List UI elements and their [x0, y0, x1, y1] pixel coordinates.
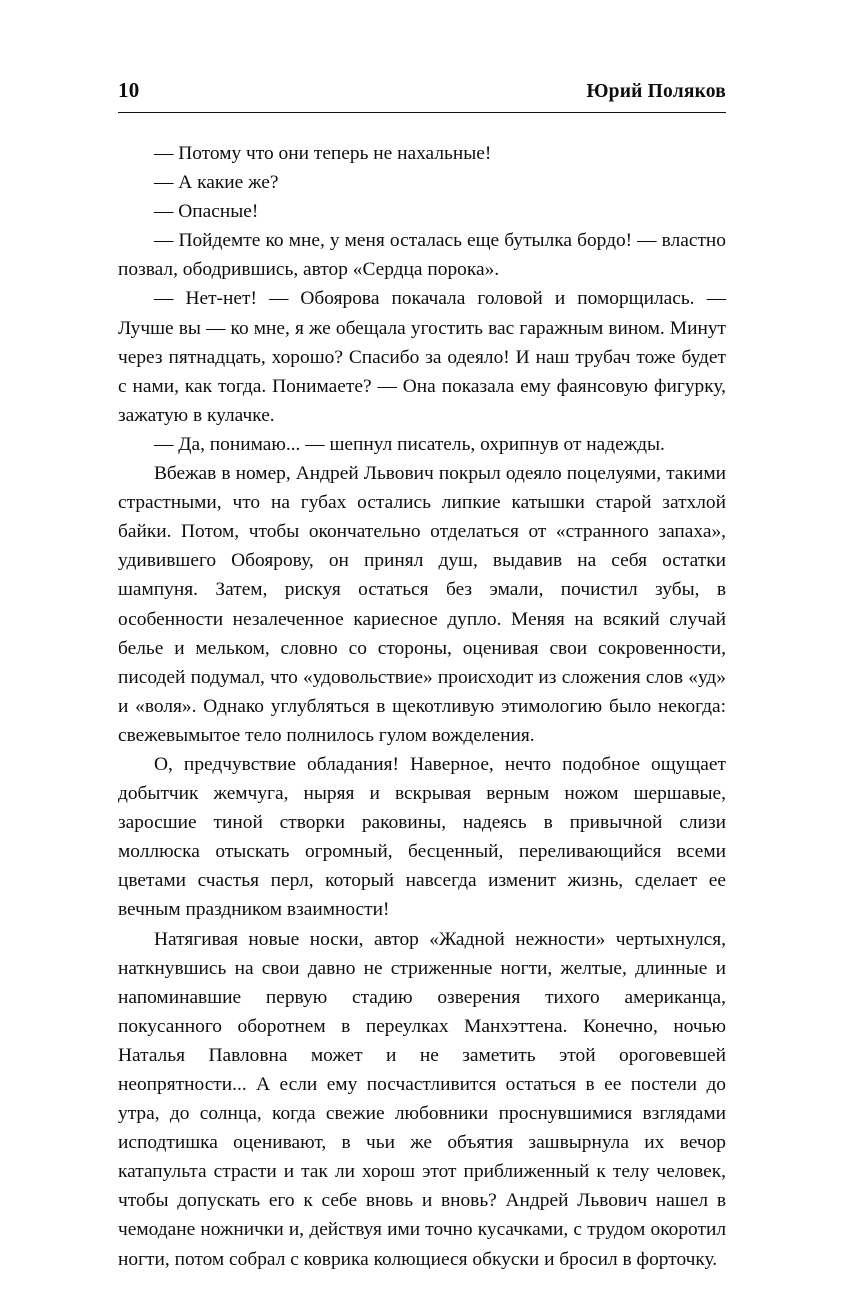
page-body: [118, 139, 726, 1274]
dialogue-paragraph: — Да, понимаю... — шепнул писатель, охрипнув от надежды.: [154, 433, 665, 455]
dialogue-paragraph: — А какие же?: [154, 172, 279, 194]
page-header: [118, 78, 726, 113]
page-number: 10: [118, 78, 140, 102]
body-paragraph: Натягивая новые носки, автор «Жадной нежности» чертыхнулся, наткнувшись на свои давно не стриженные ногти, желтые, длинные и напоминавшие первую стадию озверения тихого американца, покусанного оборотнем в переулках Манхэттена. Конечно, ночью Наталья Павловна может и не заметить этой ороговевшей неопрятности... А если ему посчастливится остаться в ее постели до утра, до солнца, когда свежие любовники проснувшимися взглядами исподтишка оценивают, в чьи же объятия зашвырнула их вечор катапульта страсти и так ли хорош этот приближенный к телу человек, чтобы допускать его к себе вновь и вновь? Андрей Львович нашел в чемодане ножнички и, действуя ими точно кусачками, с трудом окоротил ногти, потом собрал с коврика колющиеся обкуски и бросил в форточку.: [118, 928, 726, 1270]
running-title: Юрий Поляков: [586, 81, 726, 102]
body-paragraph: Вбежав в номер, Андрей Львович покрыл одеяло поцелуями, такими страстными, что на губах остались липкие катышки старой затхлой байки. Потом, чтобы окончательно отделаться от «странного запаха», удивившего Обоярову, он принял душ, выдавив на себя остатки шампуня. Затем, рискуя остаться без эмали, почистил зубы, в особенности незалеченное кариесное дупло. Меняя на всякий случай белье и мельком, словно со стороны, оценивая свои сокровенности, писодей подумал, что «удовольствие» происходит из сложения слов «уд» и «воля». Однако углубляться в щекотливую этимологию было некогда: свежевымытое тело полнилось гулом вожделения.: [118, 463, 726, 746]
dialogue-paragraph: — Нет-нет! — Обоярова покачала головой и поморщилась. — Лучше вы — ко мне, я же обещала угостить вас гаражным вином. Минут через пятнадцать, хорошо? Спасибо за одеяло! И наш трубач тоже будет с нами, как тогда. Понимаете? — Она показала ему фаянсовую фигурку, зажатую в кулачке.: [118, 288, 726, 426]
dialogue-paragraph: — Опасные!: [154, 201, 259, 223]
dialogue-paragraph: — Пойдемте ко мне, у меня осталась еще бутылка бордо! — властно позвал, ободрившись, автор «Сердца порока».: [118, 230, 726, 281]
body-paragraph: О, предчувствие обладания! Наверное, нечто подобное ощущает добытчик жемчуга, ныряя и вскрывая верным ножом шершавые, заросшие тиной створки раковины, надеясь в привычной слизи моллюска отыскать огромный, бесценный, переливающийся всеми цветами счастья перл, который навсегда изменит жизнь, сделает ее вечным праздником взаимности!: [118, 753, 726, 921]
dialogue-paragraph: — Потому что они теперь не нахальные!: [154, 143, 492, 164]
